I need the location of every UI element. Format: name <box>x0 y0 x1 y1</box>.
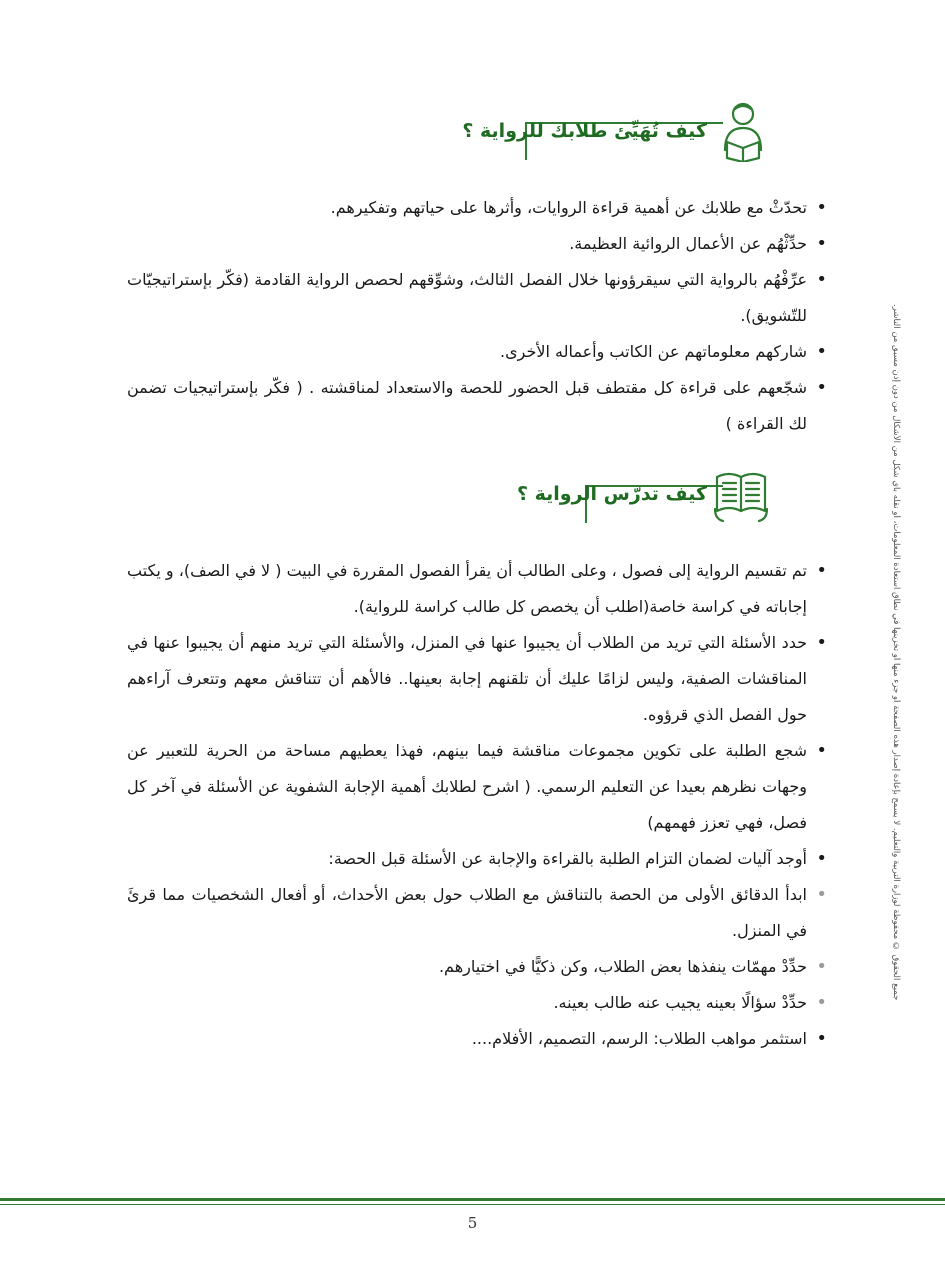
section-header-teach <box>516 463 769 525</box>
footer-line <box>0 1198 945 1201</box>
list-item: • شاركهم معلوماتهم عن الكاتب وأعماله الأخرى. <box>127 334 827 370</box>
list-item: • عرِّفْهُم بالرواية التي سيقرؤونها خلال الفصل الثالث، وشوِّقهم لحصص الرواية القادمة (فكّر بإستراتيجيّات للتّشويق). <box>127 262 827 334</box>
list-item: • حدِّثْهُم عن الأعمال الروائية العظيمة. <box>127 226 827 262</box>
prepare-list <box>127 190 827 442</box>
teach-list <box>127 553 827 1057</box>
list-item: • حدد الأسئلة التي تريد من الطلاب أن يجيبوا عنها في المنزل، والأسئلة التي تريد منهم أن يجيبوا عنها في المناقشات الصفية، وليس لزامًا عليك أن تلقنهم إجابة بعينها.. فالأهم أن تتناقش معهم وتتعرف آراءهم حول الفصل الذي قرؤوه. <box>127 625 827 733</box>
page-number: 5 <box>467 1214 478 1232</box>
list-item: • شجّعهم على قراءة كل مقتطف قبل الحضور للحصة والاستعداد لمناقشته . ( فكّر بإستراتيجيات تضمن لك القراءة ) <box>127 370 827 442</box>
sub-list-item: • حدِّدْ مهمّات ينفذها بعض الطلاب، وكن ذكيًّا في اختيارهم. <box>127 949 827 985</box>
section-title-prepare: كيف تُهَيِّئ طلابك للرواية ؟ <box>462 120 707 142</box>
list-item: • تم تقسيم الرواية إلى فصول ، وعلى الطالب أن يقرأ الفصول المقررة في البيت ( لا في الصف)، و يكتب إجاباته في كراسة خاصة(اطلب أن يخصص كل طالب كراسة للرواية). <box>127 553 827 625</box>
sub-list-item: • حدِّدْ سؤالًا بعينه يجيب عنه طالب بعينه. <box>127 985 827 1021</box>
footer-line <box>0 1204 945 1205</box>
list-item: • تحدّثْ مع طلابك عن أهمية قراءة الروايات، وأثرها على حياتهم وتفكيرهم. <box>127 190 827 226</box>
section-header-prepare <box>462 100 769 162</box>
open-book-icon <box>713 463 769 525</box>
reading-person-icon <box>713 100 769 162</box>
copyright-note: جميع الحقوق © محفوظة لوزارة التربية والتعليم. لا يسمح بإعادة إصدار هذه الصفحة أو جزء منها أو تخزينها في نطاق استعادة المعلومات، أو نقله بأي شكل من الأشكال من دون إذن مسبق من الناشر. <box>891 303 901 1000</box>
sub-list-item: • ابدأ الدقائق الأولى من الحصة بالتناقش مع الطلاب حول بعض الأحداث، أو أفعال الشخصيات مما قرئَ في المنزل. <box>127 877 827 949</box>
list-item: • شجع الطلبة على تكوين مجموعات مناقشة فيما بينهم، فهذا يعطيهم مساحة من الحرية للتعبير عن وجهات نظرهم بعيدا عن التعليم الرسمي. ( اشرح لطلابك أهمية الإجابة الشفوية عن الأسئلة في آخر كل فصل، فهي تعزز فهمهم) <box>127 733 827 841</box>
section-title-teach: كيف تدرّس الرواية ؟ <box>516 483 707 505</box>
list-item: • أوجد آليات لضمان التزام الطلبة بالقراءة والإجابة عن الأسئلة قبل الحصة: <box>127 841 827 877</box>
list-item: • استثمر مواهب الطلاب: الرسم، التصميم، الأفلام.... <box>127 1021 827 1057</box>
